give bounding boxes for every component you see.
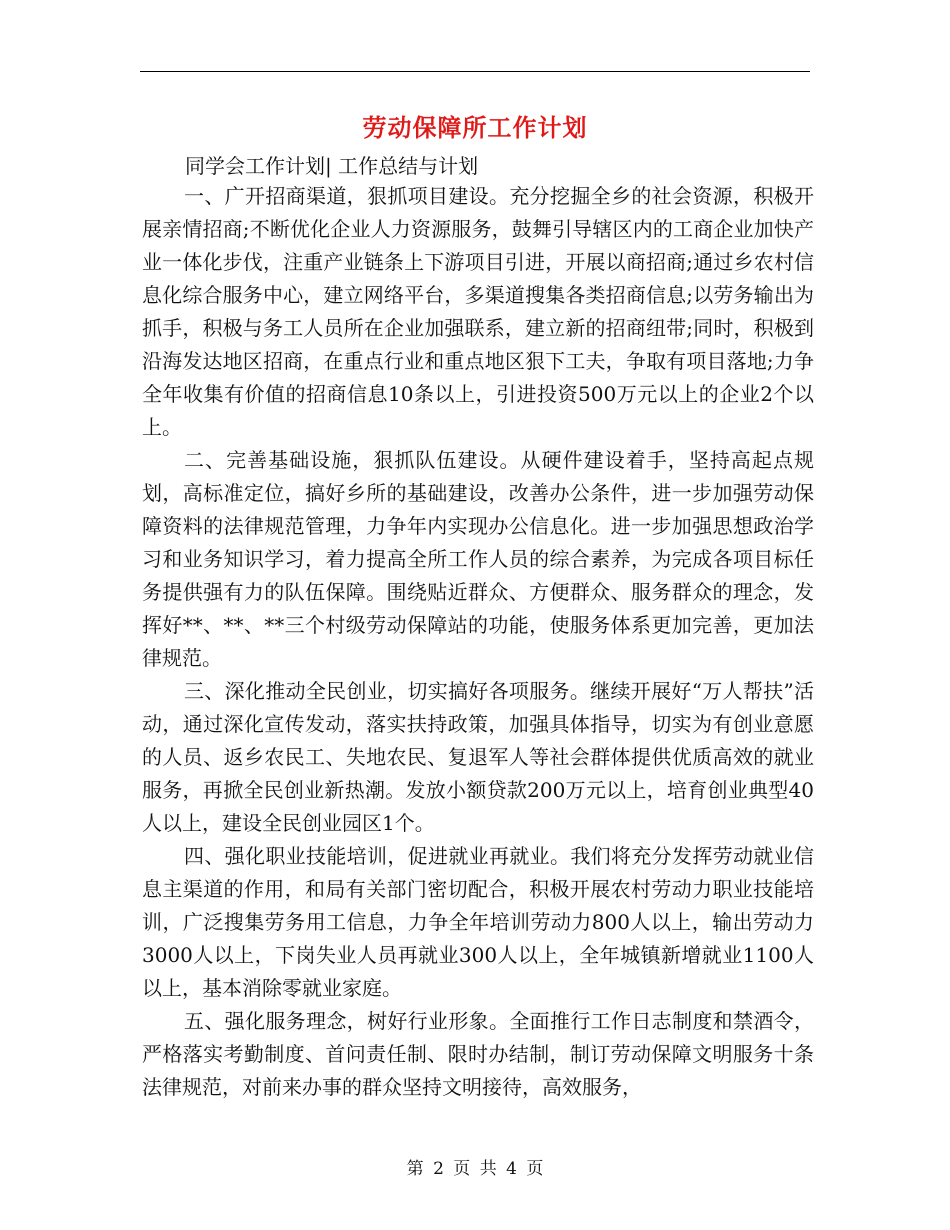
document-subtitle: 同学会工作计划| 工作总结与计划	[185, 154, 479, 178]
paragraph-1: 一、广开招商渠道，狠抓项目建设。充分挖掘全乡的社会资源，积极开展亲情招商;不断优化企业人力资源服务，鼓舞引导辖区内的工商企业加快产业一体化步伐，注重产业链条上下游项目引进，开展以商招商;通过乡农村信息化综合服务中心，建立网络平台，多渠道搜集各类招商信息;以劳务输出为抓手，积极与务工人员所在企业加强联系，建立新的招商纽带;同时，积极到沿海发达地区招商，在重点行业和重点地区狠下工夫，争取有项目落地;力争全年收集有价值的招商信息10条以上，引进投资500万元以上的企业2个以上。	[142, 184, 814, 439]
header-rule	[140, 71, 810, 72]
paragraph-4: 四、强化职业技能培训，促进就业再就业。我们将充分发挥劳动就业信息主渠道的作用，和局有关部门密切配合，积极开展农村劳动力职业技能培训，广泛搜集劳务用工信息，力争全年培训劳动力800人以上，输出劳动力3000人以上，下岗失业人员再就业300人以上，全年城镇新增就业1100人以上，基本消除零就业家庭。	[142, 844, 814, 1000]
paragraph-2: 二、完善基础设施，狠抓队伍建设。从硬件建设着手，坚持高起点规划，高标准定位，搞好乡所的基础建设，改善办公条件，进一步加强劳动保障资料的法律规范管理，力争年内实现办公信息化。进一步加强思想政治学习和业务知识学习，着力提高全所工作人员的综合素养，为完成各项目标任务提供强有力的队伍保障。围绕贴近群众、方便群众、服务群众的理念，发挥好**、**、**三个村级劳动保障站的功能，使服务体系更加完善，更加法律规范。	[142, 448, 814, 670]
paragraph-5: 五、强化服务理念，树好行业形象。全面推行工作日志制度和禁酒令，严格落实考勤制度、首问责任制、限时办结制，制订劳动保障文明服务十条法律规范，对前来办事的群众坚持文明接待，高效服务，	[142, 1009, 814, 1099]
page-number-footer: 第 2 页 共 4 页	[406, 1159, 544, 1179]
document-title: 劳动保障所工作计划	[362, 113, 588, 142]
paragraph-3: 三、深化推动全民创业，切实搞好各项服务。继续开展好“万人帮扶”活动，通过深化宣传发动，落实扶持政策，加强具体指导，切实为有创业意愿的人员、返乡农民工、失地农民、复退军人等社会群体提供优质高效的就业服务，再掀全民创业新热潮。发放小额贷款200万元以上，培育创业典型40人以上，建设全民创业园区1个。	[142, 679, 814, 835]
